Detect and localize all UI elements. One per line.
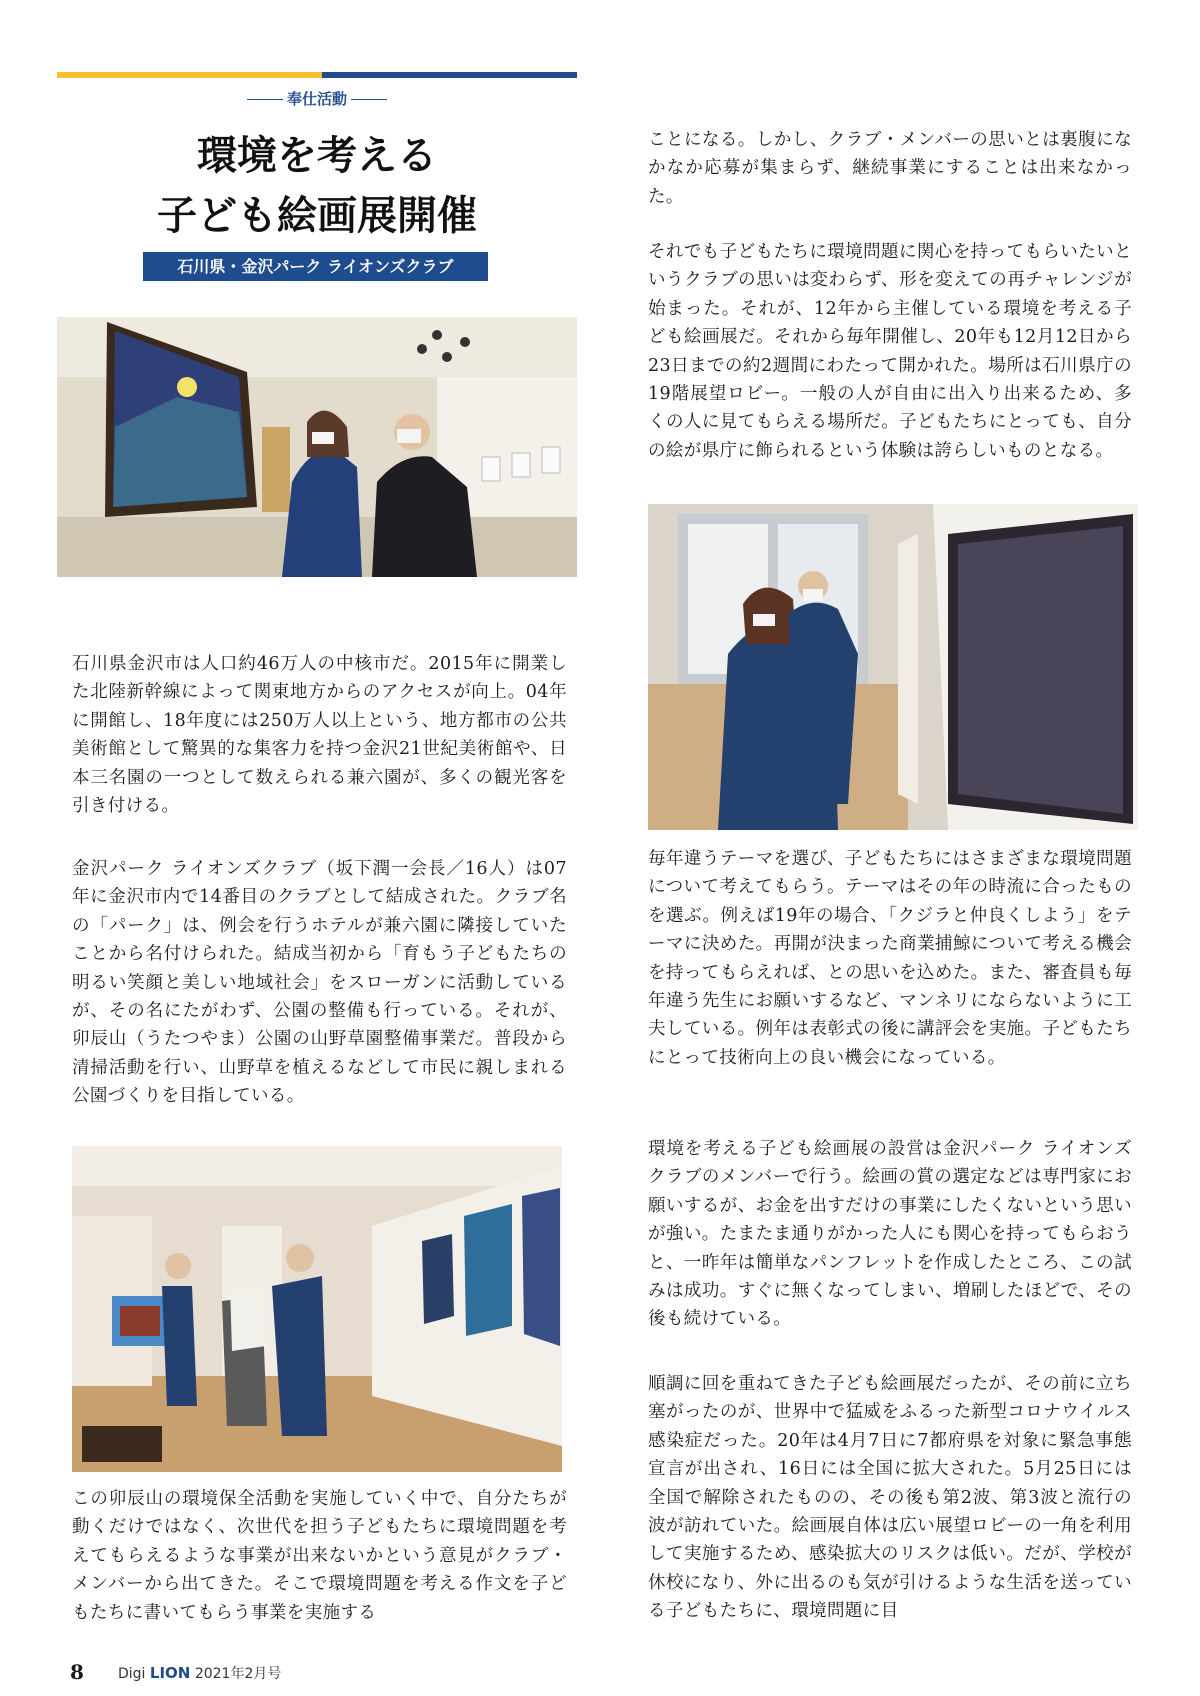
header-rule-blue [322, 72, 577, 78]
title-line-2: 子ども絵画展開催 [157, 192, 477, 239]
club-name-banner: 石川県・金沢パーク ライオンズクラブ [143, 252, 488, 281]
title-line-1: 環境を考える [197, 132, 437, 179]
paragraph-1: 石川県金沢市は人口約46万人の中核市だ。2015年に開業した北陸新幹線によって関東地方からのアクセスが向上。04年に開館し、18年度には250万人以上という、地方都市の公共美術館として驚異的な集客力を持つ金沢21世紀美術館や、日本三名園の一つとして数えられる兼六園が、多くの観光客を引き付ける。 [72, 654, 567, 817]
category-label [57, 88, 577, 109]
magazine-footer [118, 1663, 281, 1683]
photo-1-image [57, 317, 577, 577]
category-dash-right [351, 99, 387, 100]
header-rule [57, 72, 577, 78]
category-text: 奉仕活動 [286, 90, 347, 108]
magazine-prefix: Digi [118, 1666, 146, 1682]
page-number: 8 [70, 1660, 84, 1684]
header-rule-yellow [57, 72, 322, 78]
paragraph-7: 環境を考える子ども絵画展の設営は金沢パーク ライオンズクラブのメンバーで行う。絵画の賞の選定などは専門家にお願いするが、お金を出すだけの事業にしたくないという思いが強い。たまたま通りがかった人にも関心を持ってもらおうと、一昨年は簡単なパンフレットを作成したところ、この試みは成功。すぐに無くなってしまい、増刷したほどで、その後も続けている。 [648, 1139, 1132, 1330]
photo-setup-lobby [72, 1146, 562, 1472]
paragraph-2: 金沢パーク ライオンズクラブ（坂下潤一会長／16人）は07年に金沢市内で14番目のクラブとして結成された。クラブ名の「パーク」は、例会を行うホテルが兼六園に隣接していたことから名付けられた。結成当初から「育もう子どもたちの明るい笑顔と美しい地域社会」をスローガンに活動しているが、その名にたがわず、公園の整備も行っている。それが、卯辰山（うたつやま）公園の山野草園整備事業だ。普段から清掃活動を行い、山野草を植えるなどして市民に親しまれる公園づくりを目指している。 [72, 859, 567, 1107]
paragraph-4: ことになる。しかし、クラブ・メンバーの思いとは裏腹になかなか応募が集まらず、継続事業にすることは出来なかった。 [648, 130, 1132, 207]
issue-label: 2021年2月号 [194, 1666, 282, 1682]
paragraph-6: 毎年違うテーマを選び、子どもたちにはさまざまな環境問題について考えてもらう。テーマはその年の時流に合ったものを選ぶ。例えば19年の場合、「クジラと仲良くしよう」をテーマに決めた。再開が決まった商業捕鯨について考える機会を持ってもらえれば、との思いを込めた。また、審査員も毎年違う先生にお願いするなど、マンネリにならないように工夫している。例年は表彰式の後に講評会を実施。子どもたちにとって技術向上の良い機会になっている。 [648, 849, 1132, 1068]
photo-hanging-painting [57, 317, 577, 577]
photo-3-image [72, 1146, 562, 1472]
photo-2-image [648, 504, 1138, 830]
article-title [57, 126, 577, 246]
paragraph-8: 順調に回を重ねてきた子ども絵画展だったが、その前に立ち塞がったのが、世界中で猛威をふるった新型コロナウイルス感染症だった。20年は4月7日に7都府県を対象に緊急事態宣言が出され、16日には全国に拡大された。5月25日には全国で解除されたものの、その後も第2波、第3波と流行の波が訪れていた。絵画展自体は広い展望ロビーの一角を利用して実施するため、感染拡大のリスクは低い。だが、学校が休校になり、外に出るのも気が引けるような生活を送っている子どもたちに、環境問題に目 [648, 1374, 1132, 1622]
photo-attaching-painting [648, 504, 1138, 830]
paragraph-3: この卯辰山の環境保全活動を実施していく中で、自分たちが動くだけではなく、次世代を担う子どもたちに環境問題を考えてもらえるような事業が出来ないかという意見がクラブ・メンバーから出てきた。そこで環境問題を考える作文を子どもたちに書いてもらう事業を実施する [72, 1489, 567, 1623]
magazine-name: LION [149, 1664, 191, 1682]
paragraph-5: それでも子どもたちに環境問題に関心を持ってもらいたいというクラブの思いは変わらず、形を変えての再チャレンジが始まった。それが、12年から主催している環境を考える子ども絵画展だ。それから毎年開催し、20年も12月12日から23日までの約2週間にわたって開かれた。場所は石川県庁の19階展望ロビー。一般の人が自由に出入り出来るため、多くの人に見てもらえる場所だ。子どもたちにとっても、自分の絵が県庁に飾られるという体験は誇らしいものとなる。 [648, 242, 1132, 461]
category-dash-left [247, 99, 283, 100]
